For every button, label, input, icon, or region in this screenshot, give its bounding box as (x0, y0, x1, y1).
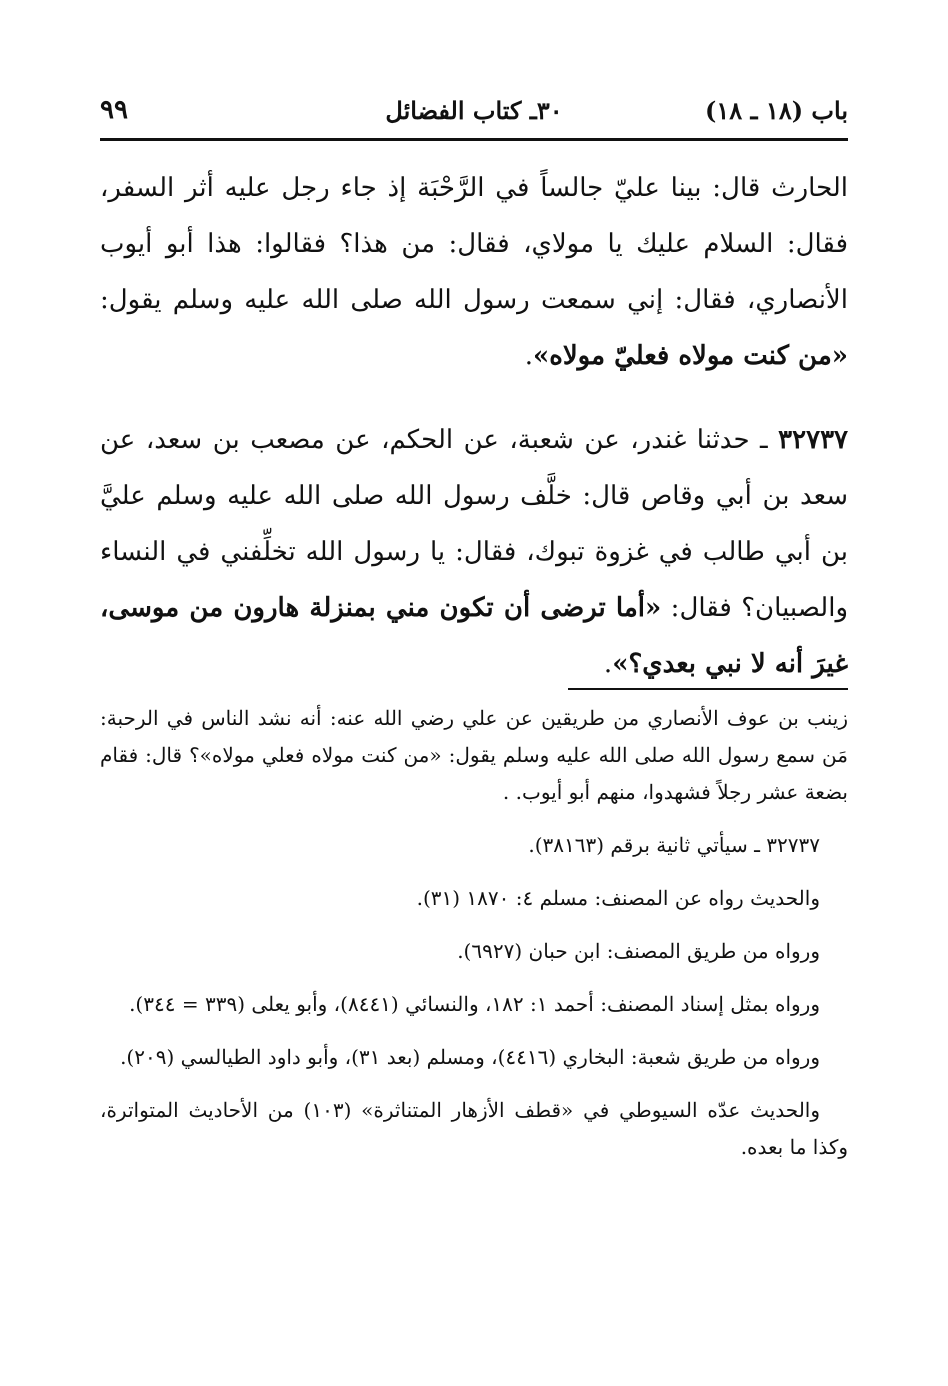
main-text (100, 160, 848, 692)
paragraph-text: الحارث قال: بينا عليّ جالساً في الرَّحْبَة إذ جاء رجل عليه أثر السفر، فقال: السلام عليك يا مولاي، فقال: من هذا؟ فقالوا: هذا أبو أيوب الأنصاري، فقال: إني سمعت رسول الله صلى الله عليه وسلم يقول: (100, 173, 848, 315)
paragraph-text: ـ حدثنا غندر، عن شعبة، عن الحكم، عن مصعب بن سعد، عن سعد بن أبي وقاص قال: خلَّف رسول الله صلى الله عليه وسلم عليَّ بن أبي طالب في غزوة تبوك، فقال: يا رسول الله تخلِّفني في النساء والصبيان؟ فقال: (100, 425, 849, 623)
footnote-item: والحديث رواه عن المصنف: مسلم ٤: ١٨٧٠ (٣١). (416, 886, 820, 910)
hadith-quote: «من كنت مولاه فعليّ مولاه» (532, 341, 848, 371)
book-title: ٣٠ـ كتاب الفضائل (385, 95, 563, 125)
paragraph-end: . (603, 649, 613, 679)
hadith-number: ٣٢٧٣٧ (778, 425, 848, 455)
footnote-item: ورواه بمثل إسناد المصنف: أحمد ١: ١٨٢، والنسائي (٨٤٤١)، وأبو يعلى (٣٣٩ = ٣٤٤). (129, 992, 820, 1016)
hadith-quote: «أما ترضى أن تكون مني بمنزلة هارون من موسى، غيرَ أنه لا نبي بعدي؟» (100, 593, 848, 679)
paragraph-continued (100, 160, 848, 384)
footnote-divider (568, 688, 848, 690)
paragraph-end: . (524, 341, 533, 371)
footnote-item: ورواه من طريق شعبة: البخاري (٤٤١٦)، ومسلم (بعد ٣١)، وأبو داود الطيالسي (٢٠٩). (120, 1045, 820, 1069)
footnote-item: والحديث عدّه السيوطي في «قطف الأزهار المتناثرة» (١٠٣) من الأحاديث المتواترة، وكذا ما بعده. (100, 1098, 848, 1159)
footnote-item: ٣٢٧٣٧ ـ سيأتي ثانية برقم (٣٨١٦٣). (528, 833, 820, 857)
chapter-heading: باب (١٨ ـ ١٨) (705, 95, 848, 125)
page-number: ٩٩ (100, 95, 128, 125)
footnote-continued: زينب بن عوف الأنصاري من طريقين عن علي رضي الله عنه: أنه نشد الناس في الرحبة: مَن سمع رسول الله صلى الله عليه وسلم يقول: «من كنت مولاه فعلي مولاه»؟ قال: فقام بضعة عشر رجلاً فشهدوا، منهم أبو أيوب. . (100, 706, 848, 804)
hadith-paragraph (100, 412, 848, 692)
footnotes (100, 700, 848, 1166)
footnote-item: ورواه من طريق المصنف: ابن حبان (٦٩٢٧). (457, 939, 820, 963)
page-header (100, 82, 848, 141)
